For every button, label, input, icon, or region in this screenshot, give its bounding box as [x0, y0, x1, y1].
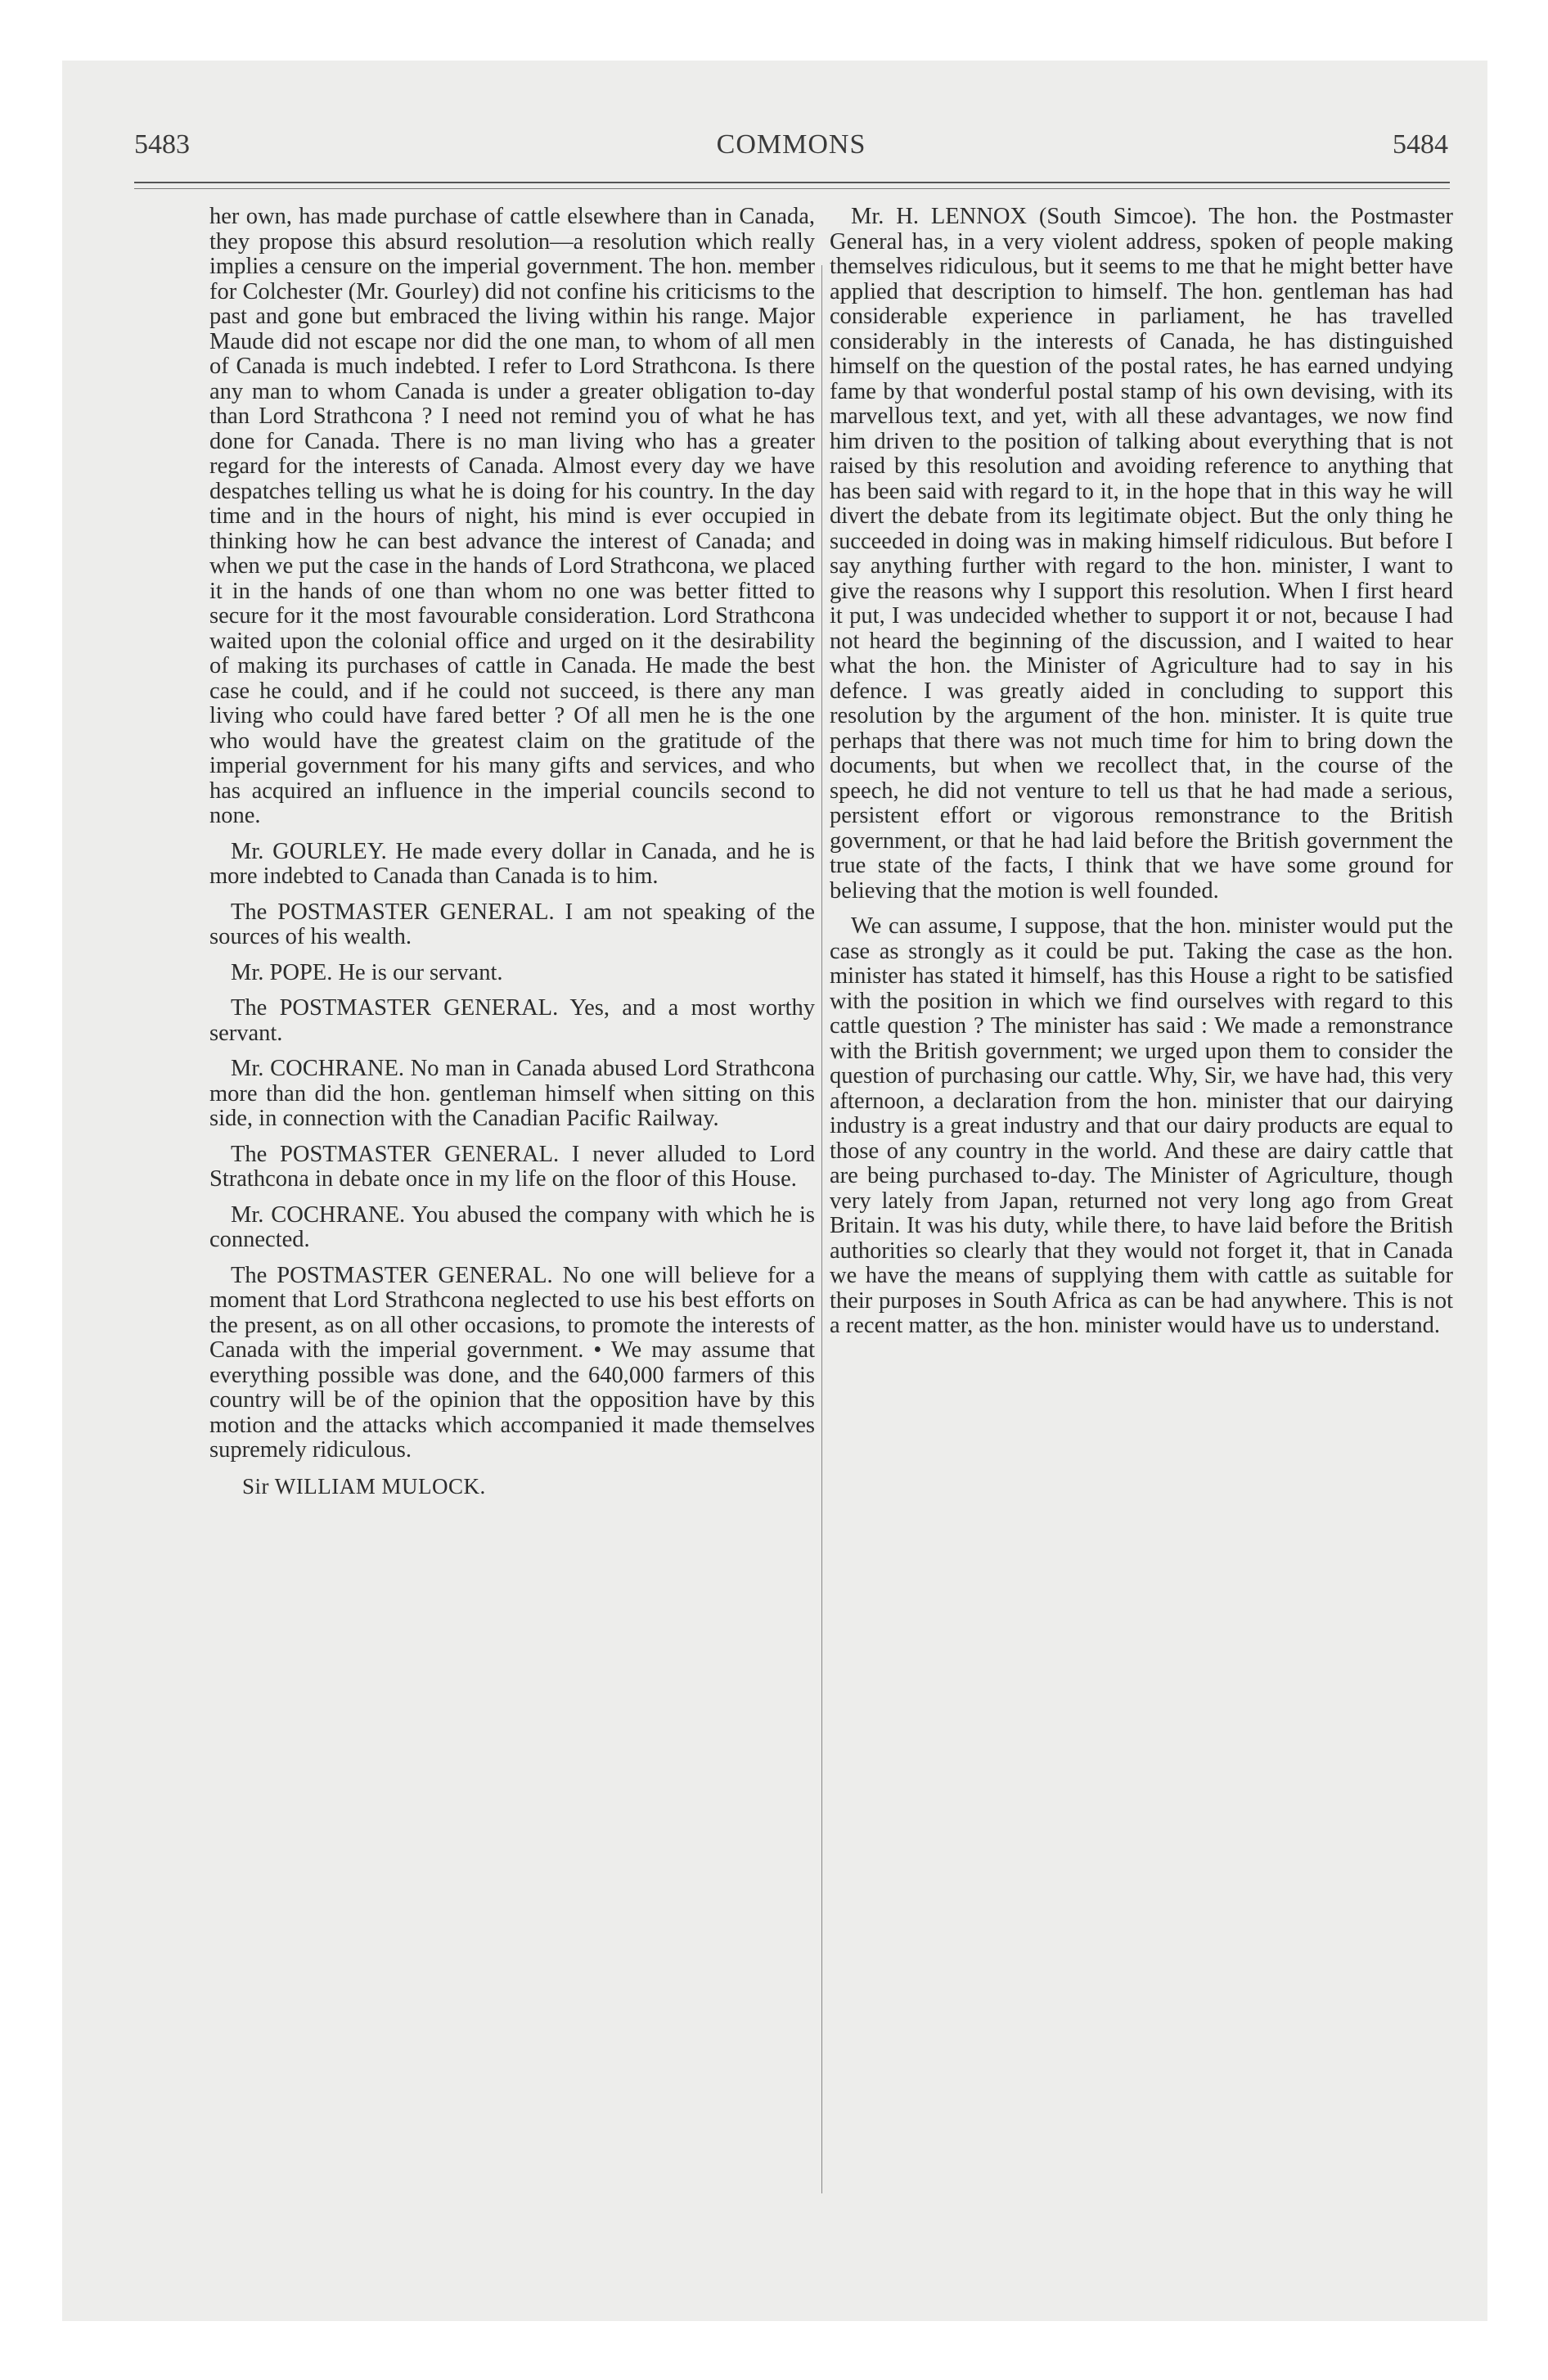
header-rule-thin	[134, 188, 1450, 189]
paragraph: Mr. COCHRANE. You abused the company with which he is connected.	[209, 1201, 815, 1252]
paragraph: Mr. POPE. He is our servant.	[231, 959, 503, 985]
paragraph: The POSTMASTER GENERAL. Yes, and a most worthy servant.	[209, 995, 815, 1046]
right-column	[830, 205, 1453, 1350]
column-divider	[821, 265, 822, 2193]
header-rule-thick	[134, 182, 1450, 183]
page-number-right: 5484	[1393, 129, 1448, 160]
page-title: COMMONS	[716, 129, 866, 160]
paragraph: The POSTMASTER GENERAL. I never alluded to Lord Strathcona in debate once in my life on the floor of this House.	[209, 1141, 815, 1192]
paragraph: her own, has made purchase of cattle elsewhere than in Canada, they propose this absurd resolution—a resolution which really implies a censure on the imperial government. The hon. member for Colchester (Mr. Gourley) did not confine his criticisms to the past and gone but embraced the living within his range. Major Maude did not escape nor did the one man, to whom of all men of Canada is much indebted. I refer to Lord Strathcona. Is there any man to whom Canada is under a greater obligation to-day than Lord Strathcona ? I need not remind you of what he has done for Canada. There is no man living who has a greater regard for the interests of Canada. Almost every day we have despatches telling us what he is doing for his country. In the day time and in the hours of night, his mind is ever occupied in thinking how he can best advance the interest of Canada; and when we put the case in the hands of Lord Strathcona, we placed it in the hands of one than whom no one was better fitted to secure for it the most favourable consideration. Lord Strathcona waited upon the colonial office and urged on it the desirability of making its purchases of cattle in Canada. He made the best case he could, and if he could not succeed, is there any man living who could have fared better ? Of all men he is the one who would have the greatest claim on the gratitude of the imperial government for his many gifts and services, and who has acquired an influence in the imperial councils second to none.	[209, 204, 815, 828]
page-number-left: 5483	[134, 129, 190, 160]
paragraph: We can assume, I suppose, that the hon. minister would put the case as strongly as it could be put. Taking the case as the hon. minister has stated it himself, has this House a right to be satisfied with the position in which we find ourselves with regard to this cattle question ? The minister has said : We made a remonstrance with the British government; we urged upon them to consider the question of purchasing our cattle. Why, Sir, we have had, this very afternoon, a declaration from the hon. minister that our dairying industry is a great industry and that our dairy products are equal to those of any country in the world. And these are dairy cattle that are being purchased to-day. The Minister of Agriculture, though very lately from Japan, returned not very long ago from Great Britain. It was his duty, while there, to have laid before the British authorities so clearly that they would not forget it, that in Canada we have the means of supplying them with cattle as suitable for their purposes in South Africa as can be had anywhere. This is not a recent matter, as the hon. minister would have us to understand.	[830, 913, 1453, 1338]
speaker-signature: Sir WILLIAM MULOCK.	[242, 1473, 486, 1499]
paragraph: Mr. H. LENNOX (South Simcoe). The hon. the Postmaster General has, in a very violent address, spoken of people making themselves ridiculous, but it seems to me that he might better have applied that description to himself. The hon. gentleman has had considerable experience in parliament, he has travelled considerably in the interests of Canada, he has distinguished himself on the question of the postal rates, he has earned undying fame by that wonderful postal stamp of his own devising, with its marvellous text, and yet, with all these advantages, we now find him driven to the position of talking about everything that is not raised by this resolution and avoiding reference to anything that has been said with regard to it, in the hope that in this way he will divert the debate from its legitimate object. But the only thing he succeeded in doing was in making himself ridiculous. But before I say anything further with regard to the hon. minister, I want to give the reasons why I support this resolution. When I first heard it put, I was undecided whether to support it or not, because I had not heard the beginning of the discussion, and I waited to hear what the hon. the Minister of Agriculture had to say in his defence. I was greatly aided in concluding to support this resolution by the argument of the hon. minister. It is quite true perhaps that there was not much time for him to bring down the documents, but when we recollect that, in the course of the speech, he did not venture to tell us that he had made a serious, persistent effort or vigorous remonstrance to the British government, or that he had laid before the British government the true state of the facts, I think that we have some ground for believing that the motion is well founded.	[830, 204, 1453, 904]
paragraph: Mr. COCHRANE. No man in Canada abused Lord Strathcona more than did the hon. gentleman himself when sitting on this side, in connection with the Canadian Pacific Railway.	[209, 1056, 815, 1131]
paragraph: Mr. GOURLEY. He made every dollar in Canada, and he is more indebted to Canada than Canada is to him.	[209, 838, 815, 889]
page-header	[134, 129, 1448, 170]
left-column	[209, 205, 815, 1499]
paragraph: The POSTMASTER GENERAL. No one will believe for a moment that Lord Strathcona neglected to use his best efforts on the present, as on all other occasions, to promote the interests of Canada with the imperial government. • We may assume that everything possible was done, and the 640,000 farmers of this country will be of the opinion that the opposition have by this motion and the attacks which accompanied it made themselves supremely ridiculous.	[209, 1262, 815, 1463]
paragraph: The POSTMASTER GENERAL. I am not speaking of the sources of his wealth.	[209, 899, 815, 949]
